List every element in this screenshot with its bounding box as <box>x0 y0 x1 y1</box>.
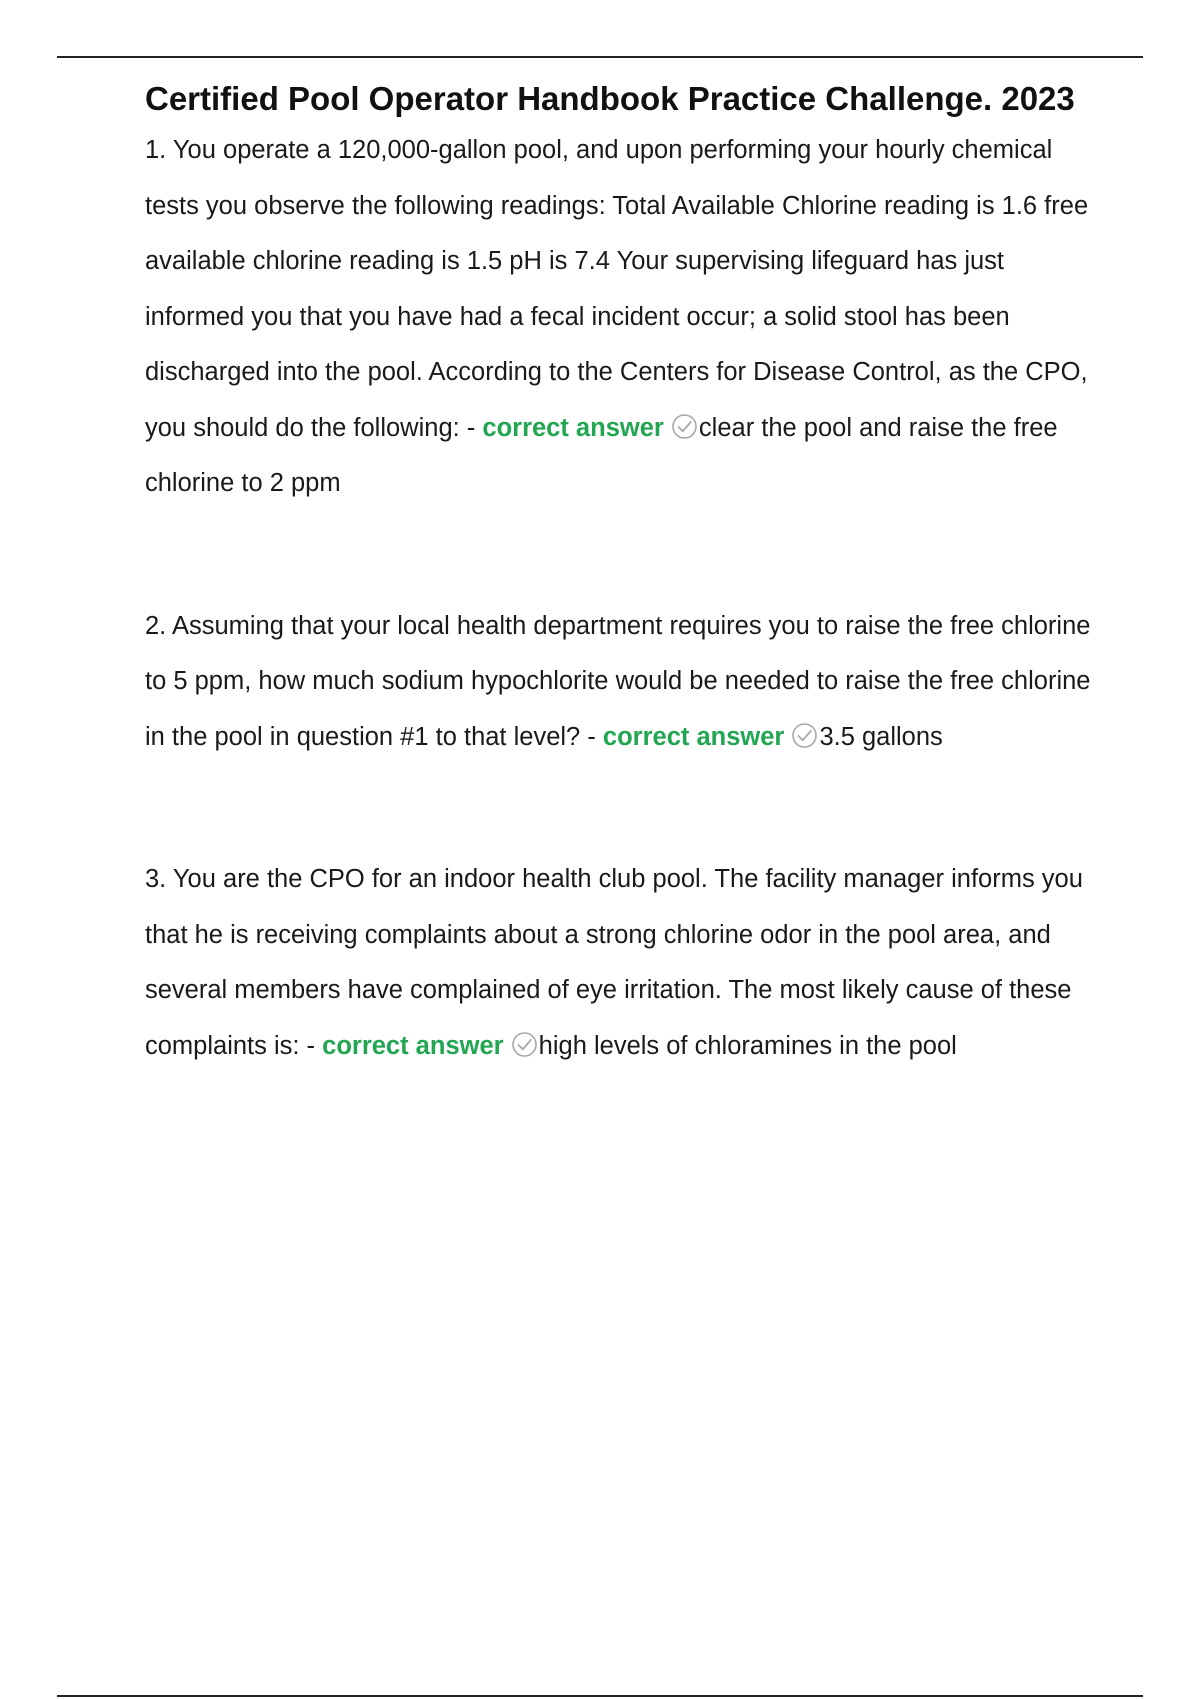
question-2 <box>145 599 1095 766</box>
check-circle-icon <box>791 722 818 749</box>
correct-answer-label: correct answer <box>322 1031 504 1060</box>
question-3-answer: high levels of chloramines in the pool <box>538 1031 957 1060</box>
bottom-rule <box>57 1695 1143 1697</box>
document-body <box>145 74 1095 1074</box>
question-3-text: 3. You are the CPO for an indoor health club pool. The facility manager informs you that he is receiving complaints about a strong chlorine odor in the pool area, and several members have complained of eye irritation. The most likely cause of these complaints is: - <box>145 865 1083 1060</box>
document-title: Certified Pool Operator Handbook Practice Challenge. 2023 <box>145 80 1075 117</box>
question-1-text: 1. You operate a 120,000-gallon pool, and upon performing your hourly chemical tests you observe the following readings: Total Available Chlorine reading is 1.6 free available chlorine reading is 1.5 pH is 7.4 Your supervising lifeguard has just informed you that you have had a fecal incident occur; a solid stool has been discharged into the pool. According to the Centers for Disease Control, as the CPO, you should do the following: - <box>145 136 1089 442</box>
top-rule <box>57 56 1143 58</box>
question-2-answer: 3.5 gallons <box>819 722 943 751</box>
question-1-answer: clear the pool and raise the free chlorine to 2 ppm <box>145 413 1058 497</box>
check-circle-icon <box>671 413 698 440</box>
question-1 <box>145 123 1095 512</box>
correct-answer-label: correct answer <box>482 413 664 442</box>
correct-answer-label: correct answer <box>602 722 785 751</box>
check-circle-icon <box>511 1031 538 1058</box>
question-3 <box>145 852 1095 1074</box>
question-2-text: 2. Assuming that your local health department requires you to raise the free chlorine to 5 ppm, how much sodium hypochlorite would be needed to raise the free chlorine in the pool in question #1 to that level? - <box>145 611 1091 751</box>
